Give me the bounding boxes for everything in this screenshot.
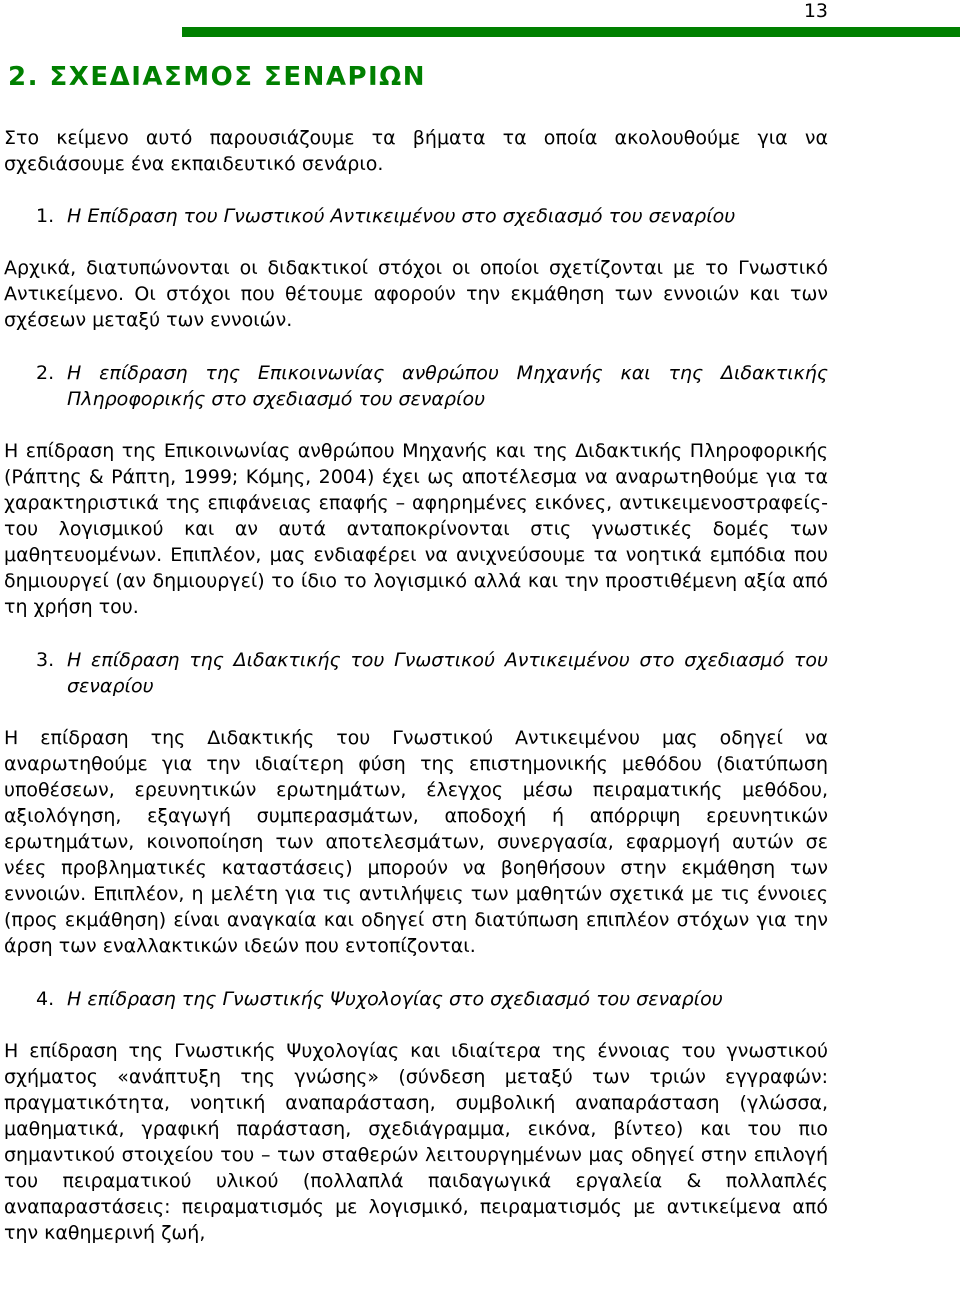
header-rule bbox=[182, 27, 960, 37]
step-2-number: 2. bbox=[36, 362, 55, 384]
step-4-title: Η επίδραση της Γνωστικής Ψυχολογίας στο σχεδιασμό του σεναρίου bbox=[67, 988, 723, 1010]
step-2-paragraph: Η επίδραση της Επικοινωνίας ανθρώπου Μηχανής και της Διδακτικής Πληροφορικής (Ράπτης & Ράπτη, 1999; Κόμης, 2004) έχει ως αποτέλεσμα να αναρωτηθούμε για τα χαρακτηριστικά της επιφάνειας επαφής – αφηρημένες εικόνες, αντικειμενοστραφείς- του λογισμικού και αν αυτά ανταποκρίνονται στις γνωστικές δομές των μαθητευομένων. Επιπλέον, μας ενδιαφέρει να ανιχνεύσουμε τα νοητικά εμπόδια που δημιουργεί (αν δημιουργεί) το ίδιο το λογισμικό αλλά και την προστιθέμενη αξία από τη χρήση του. bbox=[4, 440, 828, 618]
section-title: 2. ΣΧΕΔΙΑΣΜΟΣ ΣΕΝΑΡΙΩΝ bbox=[8, 62, 427, 92]
step-4-paragraph: Η επίδραση της Γνωστικής Ψυχολογίας και ιδιαίτερα της έννοιας του γνωστικού σχήματος «ανάπτυξη της γνώσης» (σύνδεση μεταξύ των τριών εγγραφών: πραγματικότητα, νοητική αναπαράσταση, συμβολική αναπαράσταση (γλώσσα, μαθηματικά, γραφική παράσταση, σχεδιάγραμμα, εικόνα, βίντεο) και του πιο σημαντικού στοιχείου του – των σταθερών λειτουργημένων μας οδηγεί στην επιλογή του πειραματικού υλικού (πολλαπλά παιδαγωγικά εργαλεία & πολλαπλές αναπαραστάσεις: πειραματισμός με λογισμικό, πειραματισμός με αντικείμενα από την καθημερινή ζωή, bbox=[4, 1040, 828, 1244]
step-1-number: 1. bbox=[36, 205, 55, 227]
step-4-heading bbox=[4, 986, 828, 1012]
document-body bbox=[4, 125, 828, 1273]
step-2-heading bbox=[4, 360, 828, 412]
step-2-title: Η επίδραση της Επικοινωνίας ανθρώπου Μηχανής και της Διδακτικής Πληροφορικής στο σχεδιασμό του σεναρίου bbox=[67, 362, 828, 410]
step-3-title: Η επίδραση της Διδακτικής του Γνωστικού Αντικειμένου στο σχεδιασμό του σεναρίου bbox=[67, 649, 828, 697]
step-4-number: 4. bbox=[36, 988, 55, 1010]
page-number: 13 bbox=[803, 0, 828, 22]
intro-paragraph: Στο κείμενο αυτό παρουσιάζουμε τα βήματα τα οποία ακολουθούμε για να σχεδιάσουμε ένα εκπαιδευτικό σενάριο. bbox=[4, 127, 828, 175]
step-3-paragraph: Η επίδραση της Διδακτικής του Γνωστικού Αντικειμένου μας οδηγεί να αναρωτηθούμε για την ιδιαίτερη φύση της επιστημονικής μεθόδου (διατύπωση υποθέσεων, ερευνητικών ερωτημάτων, έλεγχος μέσω πειραματικής μεθόδου, αξιολόγηση, εξαγωγή συμπερασμάτων, αποδοχή ή απόρριψη ερευνητικών ερωτημάτων, κοινοποίηση των αποτελεσμάτων, συνεργασία, εφαρμογή αυτών σε νέες προβληματικές καταστάσεις) μπορούν να βοηθήσουν στην εκμάθηση των εννοιών. Επιπλέον, η μελέτη για τις αντιλήψεις των μαθητών σχετικά με τις έννοιες (προς εκμάθηση) είναι αναγκαία και οδηγεί στη διατύπωση επιπλέον στόχων για την άρση των εναλλακτικών ιδεών που εντοπίζονται. bbox=[4, 727, 828, 957]
step-3-heading bbox=[4, 647, 828, 699]
step-1-paragraph: Αρχικά, διατυπώνονται οι διδακτικοί στόχοι οι οποίοι σχετίζονται με το Γνωστικό Αντικείμενο. Οι στόχοι που θέτουμε αφορούν την εκμάθηση των εννοιών και των σχέσεων μεταξύ των εννοιών. bbox=[4, 257, 828, 331]
step-1-heading bbox=[4, 203, 828, 229]
step-3-number: 3. bbox=[36, 649, 55, 671]
step-1-title: Η Επίδραση του Γνωστικού Αντικειμένου στο σχεδιασμό του σεναρίου bbox=[67, 205, 736, 227]
